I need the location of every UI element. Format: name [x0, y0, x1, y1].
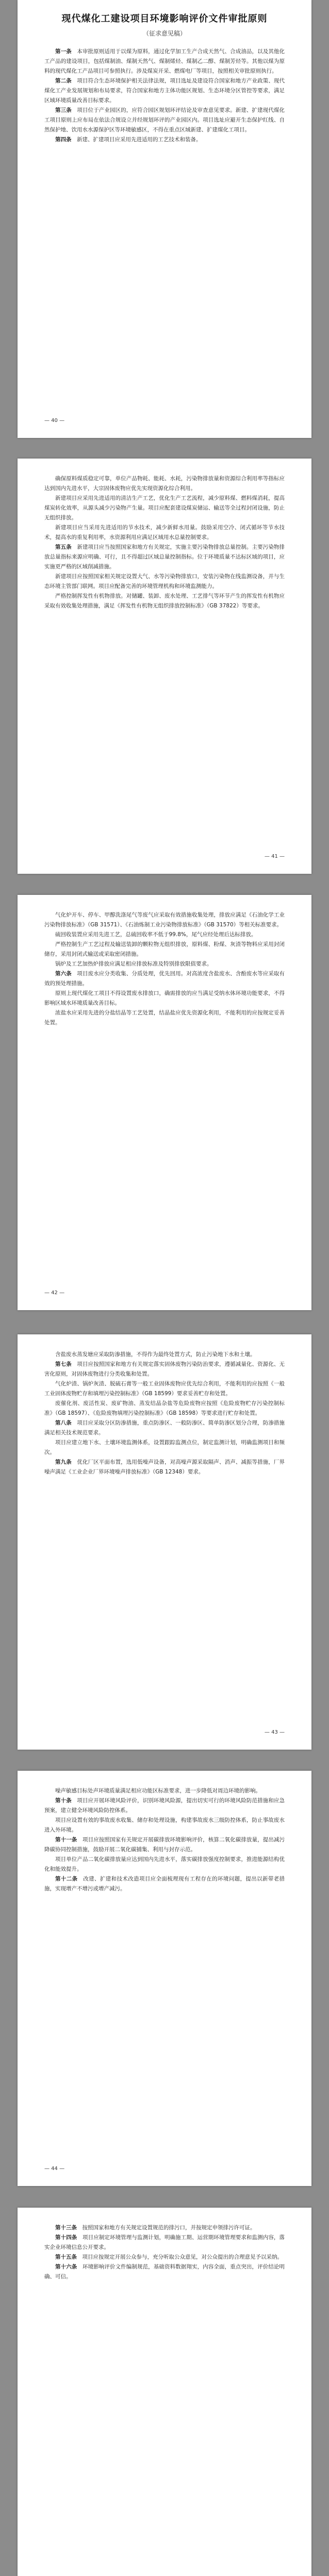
paragraph-text: 改建、扩建和技术改造项目应全面梳理现有工程存在的环境问题，提出以新带老措施，实现增产不增污或增产减污。 [44, 1876, 285, 1892]
paragraph [44, 1458, 285, 1477]
page-number: — 44 — [44, 2166, 65, 2172]
page-body [44, 2223, 285, 2282]
paragraph [44, 2223, 285, 2233]
article-label: 第十一条 [55, 1837, 77, 1843]
article-label: 第十三条 [55, 2225, 77, 2231]
document-page-4 [18, 1334, 311, 1750]
paragraph [44, 523, 285, 543]
paragraph-text: 锅炉及工艺加热炉排放应满足相应排放标准及特别排放限值要求。 [55, 961, 212, 967]
paragraph-text: 新建项目应当按照国家和地方有关规定，实施主要污染物排放总量控制。主要污染物排放总量指标来源应明确、可行，且不得超过区域总量控制指标。位于环境质量不达标区域的项目，应实施更严格的区域削减措施。 [44, 544, 285, 570]
paragraph-text: 气化炉渣、锅炉灰渣、脱硫石膏等一般工业固体废物应优先综合利用，不能利用的应按照《一般工业固体废物贮存和填埋污染控制标准》（GB 18599）要求妥善贮存和处置。 [44, 1381, 285, 1397]
article-label: 第十六条 [55, 2264, 77, 2270]
paragraph-text: 项目应按照国家和地方有关规定落实固体废物污染防治要求，遵循减量化、资源化、无害化原则，对固体废物进行分类收集和处置。 [44, 1361, 285, 1377]
paragraph-text: 项目应按照国家有关规定开展碳排放环境影响评价，核算二氧化碳排放量，提出减污降碳协同控制措施，鼓励开展二氧化碳捕集、利用与封存示范。 [44, 1837, 285, 1853]
page-body [44, 1786, 285, 1894]
paragraph [44, 1874, 285, 1894]
paragraph-text: 项目应开展环境风险评价，识别环境风险源，提出切实可行的环境风险防范措施和应急预案，建立健全环境风险防控体系。 [44, 1798, 285, 1814]
paragraph [44, 543, 285, 572]
paragraph [44, 474, 285, 494]
paragraph [44, 1855, 285, 1874]
paragraph [44, 1418, 285, 1438]
paragraph [44, 1379, 285, 1399]
document-page-5 [18, 1771, 311, 2186]
article-label: 第一条 [55, 48, 72, 55]
article-label: 第五条 [55, 544, 72, 550]
paragraph [44, 1008, 285, 1028]
paragraph [44, 494, 285, 523]
paragraph [44, 106, 285, 135]
paragraph-text: 严格控制挥发性有机物排放。对储罐、装卸、废水处理、工艺排气等环节产生的挥发性有机物应采取有效收集处理措施，满足《挥发性有机物无组织排放控制标准》（GB 37822）等要求。 [44, 593, 285, 609]
paragraph-text: 含盐废水蒸发塘应采取防渗措施，不得作为最终处置方式，防止污染地下水和土壤。 [55, 1351, 256, 1358]
paragraph [44, 1786, 285, 1796]
paragraph-text: 气化炉开车、停车、甲醇洗涤尾气等废气应采取有效措施收集处理，排放应满足《石油化学工业污染物排放标准》（GB 31571）、《石油炼制工业污染物排放标准》（GB 31570）等相关标准要求。 [44, 912, 285, 928]
paragraph [44, 1360, 285, 1379]
paragraph-text: 确保原料煤质稳定可靠，单位产品物耗、能耗、水耗，污染物排放量和资源综合利用率等指标应达到国内先进水平，大宗固体废物应优先实现资源化综合利用。 [44, 476, 285, 492]
document-title: 现代煤化工建设项目环境影响评价文件审批原则 [61, 13, 268, 24]
paragraph-text: 硫回收装置应采用先进工艺，总硫回收率不低于99.8%，尾气应经处理后达标排放。 [55, 931, 257, 938]
paragraph [44, 930, 285, 940]
paragraph [44, 572, 285, 591]
paragraph [44, 969, 285, 989]
article-label: 第四条 [55, 137, 72, 143]
page-number: — 40 — [44, 418, 65, 423]
paragraph-text: 项目应建立地下水、土壤环境监测体系，设置跟踪监测点位，制定监测计划，明确监测项目和频次。 [44, 1439, 285, 1455]
page-body [44, 47, 285, 145]
article-label: 第九条 [55, 1459, 72, 1465]
paragraph [44, 940, 285, 959]
article-label: 第七条 [55, 1361, 72, 1367]
page-number: — 41 — [264, 854, 285, 859]
paragraph-text: 新建项目应当采用先进适用的节水技术，减少新鲜水用量。鼓励采用空冷、闭式循环等节水技术，提高水的重复利用率，水资源利用应满足区域用水总量控制要求。 [44, 524, 285, 540]
article-label: 第八条 [55, 1420, 72, 1426]
document-page-2 [18, 459, 311, 874]
paragraph [44, 135, 285, 145]
article-label: 第十四条 [55, 2234, 77, 2241]
paragraph-text: 废催化剂、废活性炭、废矿物油、蒸发结晶杂盐等危险废物应按照《危险废物贮存污染控制标准》（GB 18597）、《危险废物填埋污染控制标准》（GB 18598）等要求进行贮存和处置。 [44, 1400, 285, 1416]
article-label: 第十二条 [55, 1876, 78, 1882]
paragraph-text: 项目应采取分区防渗措施，重点防渗区、一般防渗区、简单防渗区划分合理，防渗措施满足相关技术规范要求。 [44, 1420, 285, 1436]
article-label: 第六条 [55, 971, 72, 977]
paragraph-text: 项目符合生态环境保护相关法律法规，项目选址及建设符合国家和地方产业政策、现代煤化工产业发展规划和布局要求，符合国家和地方主体功能区规划、生态环境分区管控等要求，满足区域环境质量改善目标要求。 [44, 78, 285, 104]
page-number: — 43 — [264, 1730, 285, 1735]
article-label: 第三条 [55, 107, 72, 113]
paragraph [44, 591, 285, 611]
paragraph-text: 优化厂区平面布置，选用低噪声设备，对高噪声源采取隔声、消声、减振等措施，厂界噪声满足《工业企业厂界环境噪声排放标准》（GB 12348）要求。 [44, 1459, 285, 1475]
paragraph [44, 1350, 285, 1360]
paragraph-text: 本审批原则适用于以煤为原料，通过化学加工生产合成天然气、合成油品，以及其他化工产品的建设项目，包括煤制油、煤制天然气、煤制烯烃、煤制乙二醇、煤制芳烃等。其他以煤为原料的现代煤化工产品项目可参照执行。涉及煤炭开采、燃煤电厂等项目，按照相关审批原则执行。 [44, 48, 285, 74]
paragraph-text: 项目废水应分类收集、分质处理，优先回用。对高浓度含盐废水、含酚废水等应采取有效的预处理措施。 [44, 971, 285, 987]
document-page-6 [18, 2208, 311, 2576]
paragraph [44, 1796, 285, 1816]
document-page-1 [18, 0, 311, 438]
paragraph [44, 910, 285, 930]
paragraph-text: 噪声敏感目标处声环境质量满足相应功能区标准要求，进一步降低对周边环境的影响。 [55, 1788, 261, 1794]
paragraph [44, 1438, 285, 1458]
paragraph-text: 按照国家和地方有关规定设置规范的排污口，并按规定申领排污许可证。 [82, 2225, 256, 2231]
article-label: 第十五条 [55, 2254, 77, 2260]
paragraph-text: 新建项目应按照国家相关规定设置大气、水等污染物排放口，安装污染物在线监测设备，并与生态环境主管部门联网。项目应配备完善的环境管理机构和环境监测能力。 [44, 573, 285, 589]
paragraph [44, 2233, 285, 2252]
paragraph [44, 959, 285, 969]
paragraph-text: 环境影响评价文件编制规范，基础资料数据翔实，内容全面，重点突出，评价结论明确、可信。 [44, 2264, 285, 2280]
paragraph [44, 1835, 285, 1855]
document-page-3 [18, 895, 311, 1310]
paragraph-text: 新建、扩建项目应采用先进适用的工艺技术和装备。 [77, 137, 202, 143]
paragraph-text: 项目应设置有效的事故废水收集、储存和处理设施，构建事故废水三级防控体系，防止事故废水进入外环境。 [44, 1817, 285, 1833]
page-body [44, 910, 285, 1028]
paragraph-text: 原则上现代煤化工项目不得设置废水排放口，确需排放的应当满足受纳水体环境功能要求，不得影响区域水环境质量改善目标。 [44, 990, 285, 1006]
paragraph [44, 989, 285, 1008]
article-label: 第十条 [55, 1798, 72, 1804]
paragraph [44, 2262, 285, 2282]
page-number: — 42 — [44, 1290, 65, 1296]
document-subtitle: （征求意见稿） [142, 30, 186, 37]
paragraph-text: 项目位于产业园区的，应符合园区规划环评结论及审查意见要求。新建、扩建现代煤化工项目原则上应布局在依法合规设立并经规划环评的产业园区内。项目选址应避开生态保护红线、自然保护地、饮用水水源保护区等环境敏感区，不得在重点区域新建、扩建煤化工项目。 [44, 107, 285, 133]
paragraph-text: 项目单位产品二氧化碳排放量应达到国内先进水平，落实碳排放强度控制要求，推进能源结构优化和能效提升。 [44, 1856, 285, 1872]
paragraph [44, 1816, 285, 1835]
paragraph [44, 2252, 285, 2262]
paragraph-text: 项目应制定环境管理与监测计划，明确施工期、运营期环境管理要求和监测内容，落实企业环境信息公开要求。 [44, 2234, 285, 2250]
paragraph [44, 1399, 285, 1418]
paragraph [44, 47, 285, 76]
article-label: 第二条 [55, 78, 72, 84]
paragraph-text: 项目应按规定开展公众参与，充分听取公众意见，对公众提出的合理意见予以采纳。 [82, 2254, 283, 2260]
paragraph-text: 浓盐水应采用先进的分盐结晶等工艺处置，结晶盐应优先资源化利用，不能利用的应按规定妥善处置。 [44, 1010, 285, 1026]
page-body [44, 474, 285, 611]
paragraph-text: 新建项目应采用先进适用的清洁生产工艺，优化生产工艺流程，减少原料煤、燃料煤消耗，提高煤炭转化效率，从源头减少污染物产生量。项目应配套建设煤炭储运、输送等全过程封闭设施，防止无组织排放。 [44, 495, 285, 521]
paragraph [44, 76, 285, 106]
paragraph-text: 严格控制生产工艺过程及输送装卸的颗粒物无组织排放，原料煤、粉煤、灰渣等物料应采用封闭储存，采用封闭式输送或采取密闭措施。 [44, 941, 285, 957]
page-body [44, 1350, 285, 1477]
